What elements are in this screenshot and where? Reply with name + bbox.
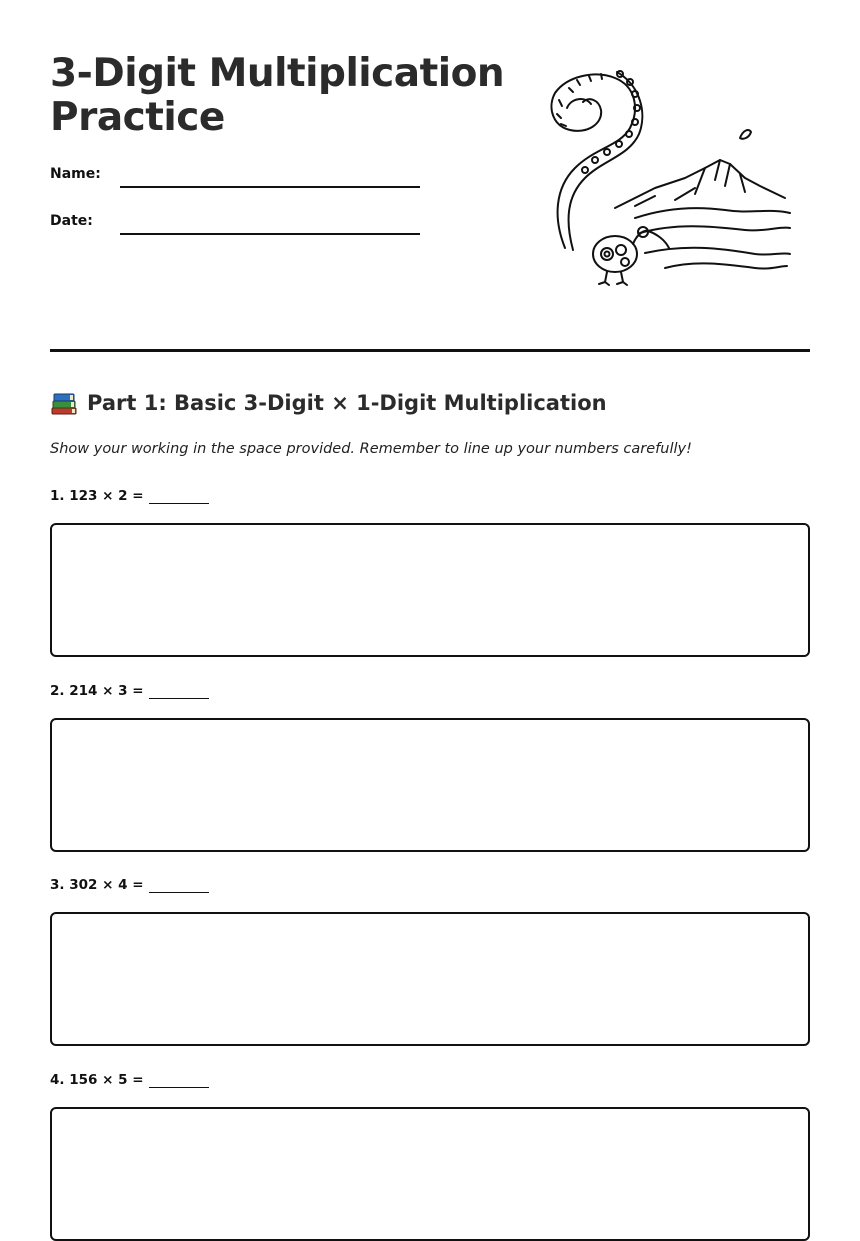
- section-title-text: Part 1: Basic 3-Digit × 1-Digit Multiplication: [87, 391, 607, 415]
- working-space-box[interactable]: [50, 523, 810, 657]
- answer-blank[interactable]: [149, 1075, 209, 1088]
- worksheet-title: 3-Digit Multiplication Practice: [50, 51, 505, 140]
- question-label: [50, 486, 810, 504]
- working-space-box[interactable]: [50, 718, 810, 852]
- question-text: 2. 214 × 3 =: [50, 683, 144, 699]
- answer-blank[interactable]: [149, 491, 209, 504]
- answer-blank[interactable]: [149, 686, 209, 699]
- name-field: [50, 166, 420, 182]
- question-label: [50, 1070, 810, 1088]
- date-write-line[interactable]: [120, 219, 420, 235]
- name-label: Name:: [50, 166, 101, 182]
- name-write-line[interactable]: [120, 172, 420, 188]
- date-label: Date:: [50, 213, 93, 229]
- working-space-box[interactable]: [50, 1107, 810, 1241]
- question-label: [50, 875, 810, 893]
- mountain-range: [615, 160, 785, 208]
- question-label: [50, 681, 810, 699]
- question-3: [50, 875, 810, 1046]
- kiwi-bird: [593, 227, 669, 285]
- answer-blank[interactable]: [149, 880, 209, 893]
- header-divider: [50, 349, 810, 352]
- question-text: 4. 156 × 5 =: [50, 1072, 144, 1088]
- instructions-text: Show your working in the space provided. Remember to line up your numbers carefully!: [50, 441, 692, 457]
- koru-kiwi-mountains-illustration: [545, 68, 795, 290]
- books-icon: [50, 390, 78, 416]
- section-title: [50, 390, 607, 416]
- question-1: [50, 486, 810, 657]
- question-text: 1. 123 × 2 =: [50, 488, 144, 504]
- question-text: 3. 302 × 4 =: [50, 877, 144, 893]
- question-4: [50, 1070, 810, 1241]
- working-space-box[interactable]: [50, 912, 810, 1046]
- question-2: [50, 681, 810, 852]
- date-field: [50, 213, 420, 229]
